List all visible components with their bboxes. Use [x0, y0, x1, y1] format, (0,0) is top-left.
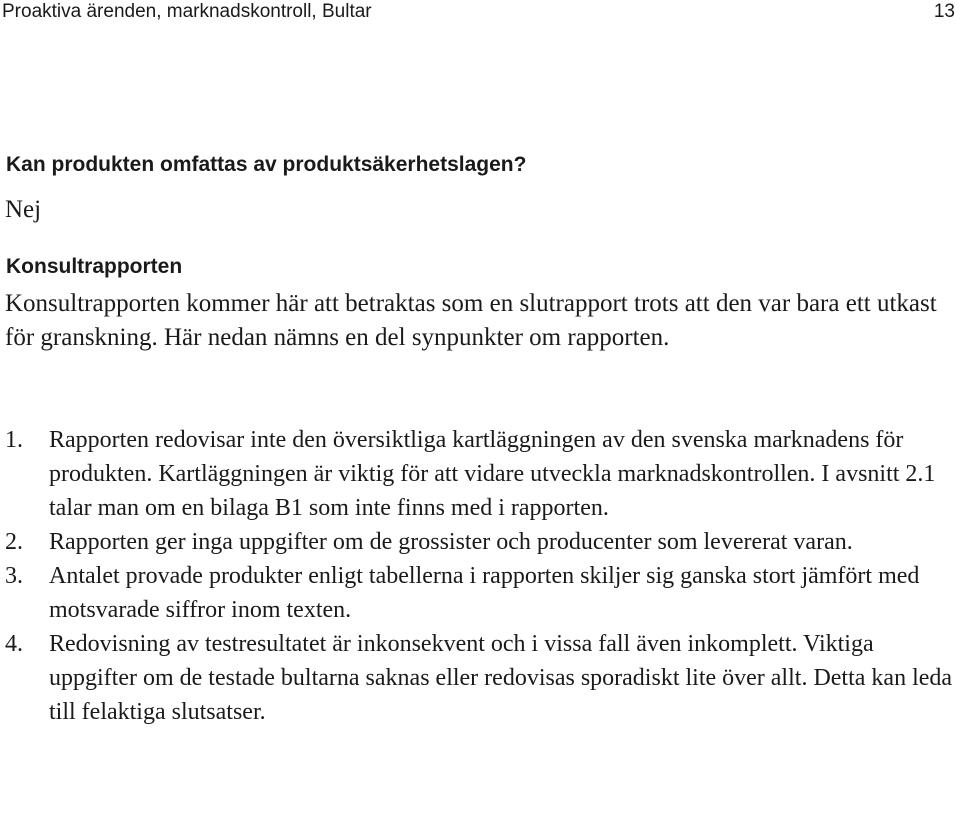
- list-item-number: 4.: [5, 631, 23, 657]
- consultant-report-intro: Konsultrapporten kommer här att betraktas som en slutrapport trots att den var bara ett utkast för granskning. Här nedan nämns en del synpunkter om rapporten.: [5, 290, 937, 351]
- list-item-text: Rapporten ger inga uppgifter om de grossister och producenter som levererat varan.: [49, 529, 853, 555]
- list-item: [5, 559, 955, 627]
- list-item-number: 2.: [5, 529, 23, 555]
- list-item-text: Redovisning av testresultatet är inkonsekvent och i vissa fall även inkomplett. Viktiga uppgifter om de testade bultarna saknas eller redovisas sporadiskt lite över allt. Detta kan leda till felaktiga slutsatser.: [49, 631, 953, 725]
- list-item-text: Rapporten redovisar inte den översiktliga kartläggningen av den svenska marknadens för produkten. Kartläggningen är viktig för att vidare utveckla marknadskontrollen. I avsnitt 2.1 talar man om en bilaga B1 som inte finns med i rapporten.: [49, 427, 936, 521]
- list-item-text: Antalet provade produkter enligt tabellerna i rapporten skiljer sig ganska stort jämfört med motsvarade siffror inom texten.: [49, 563, 920, 623]
- list-item-number: 1.: [5, 427, 23, 453]
- product-safety-heading: Kan produkten omfattas av produktsäkerhetslagen?: [6, 153, 527, 176]
- page-header-title: Proaktiva ärenden, marknadskontroll, Bultar: [2, 1, 372, 22]
- list-item-number: 3.: [5, 563, 23, 589]
- list-item: [5, 423, 955, 525]
- consultant-report-heading: Konsultrapporten: [6, 255, 183, 278]
- report-remarks-list: [5, 423, 955, 729]
- list-item: [5, 525, 955, 559]
- product-safety-answer: Nej: [5, 196, 42, 223]
- list-item: [5, 627, 955, 729]
- page-number: 13: [933, 1, 955, 22]
